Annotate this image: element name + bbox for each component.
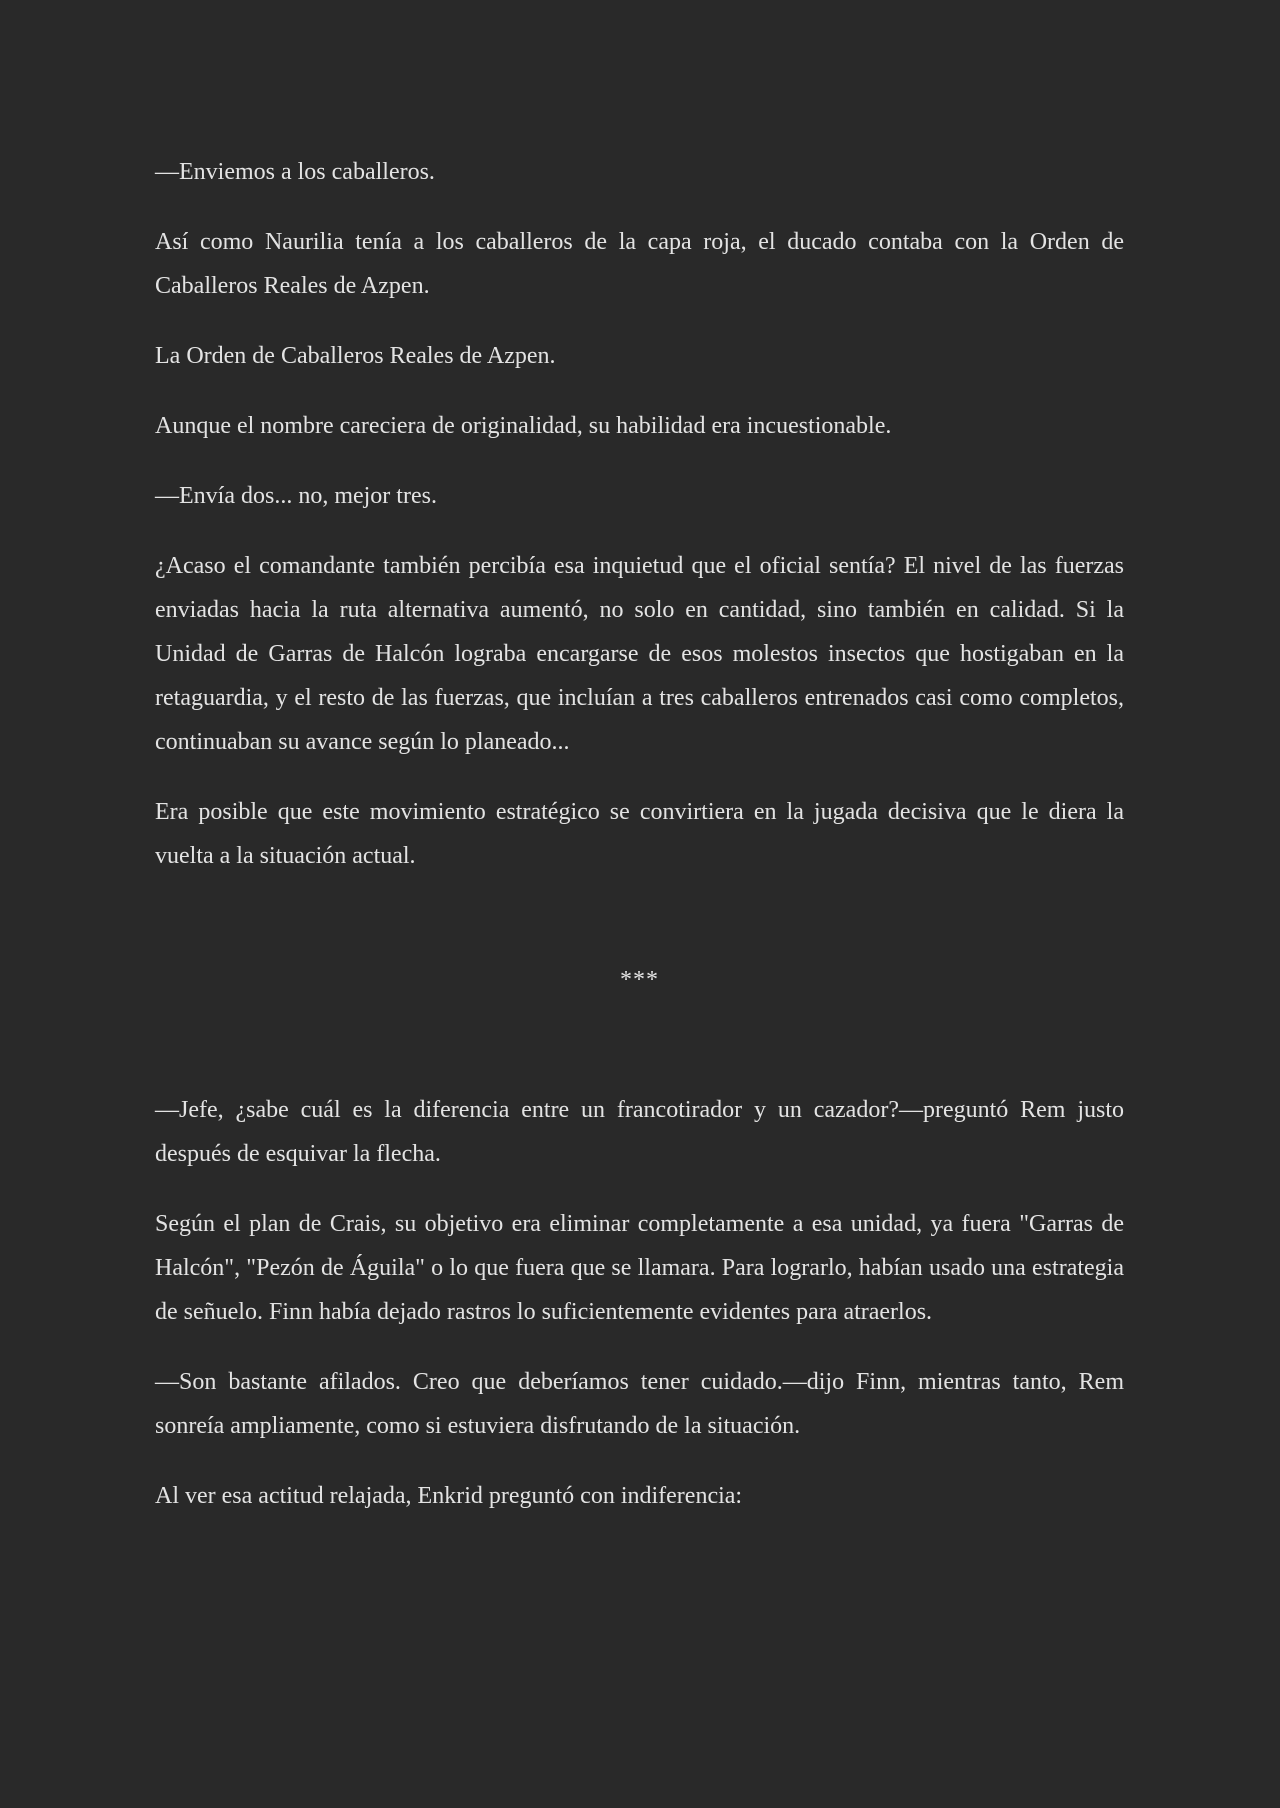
reader-content: [155, 150, 1124, 1544]
paragraph: —Envía dos... no, mejor tres.: [155, 483, 437, 509]
scene-separator: ***: [620, 967, 659, 993]
paragraph: ¿Acaso el comandante también percibía esa inquietud que el oficial sentía? El nivel de las fuerzas enviadas hacia la ruta alternativa aumentó, no solo en cantidad, sino también en calidad. Si la Unidad de Garras de Halcón lograba encargarse de esos molestos insectos que hostigaban en la retaguardia, y el resto de las fuerzas, que incluían a tres caballeros entrenados casi como completos, continuaban su avance según lo planeado...: [155, 553, 1124, 755]
paragraph: Era posible que este movimiento estratégico se convirtiera en la jugada decisiva que le diera la vuelta a la situación actual.: [155, 799, 1124, 869]
paragraph: Según el plan de Crais, su objetivo era eliminar completamente a esa unidad, ya fuera "Garras de Halcón", "Pezón de Águila" o lo que fuera que se llamara. Para lograrlo, habían usado una estrategia de señuelo. Finn había dejado rastros lo suficientemente evidentes para atraerlos.: [155, 1211, 1124, 1325]
paragraph: La Orden de Caballeros Reales de Azpen.: [155, 343, 556, 369]
paragraph: Aunque el nombre careciera de originalidad, su habilidad era incuestionable.: [155, 413, 892, 439]
paragraph: Al ver esa actitud relajada, Enkrid preguntó con indiferencia:: [155, 1483, 743, 1509]
paragraph: —Son bastante afilados. Creo que deberíamos tener cuidado.—dijo Finn, mientras tanto, Rem sonreía ampliamente, como si estuviera disfrutando de la situación.: [155, 1369, 1124, 1439]
paragraph: —Enviemos a los caballeros.: [155, 159, 435, 185]
paragraph: —Jefe, ¿sabe cuál es la diferencia entre un francotirador y un cazador?—preguntó Rem justo después de esquivar la flecha.: [155, 1097, 1124, 1167]
paragraph: Así como Naurilia tenía a los caballeros de la capa roja, el ducado contaba con la Orden de Caballeros Reales de Azpen.: [155, 229, 1124, 299]
